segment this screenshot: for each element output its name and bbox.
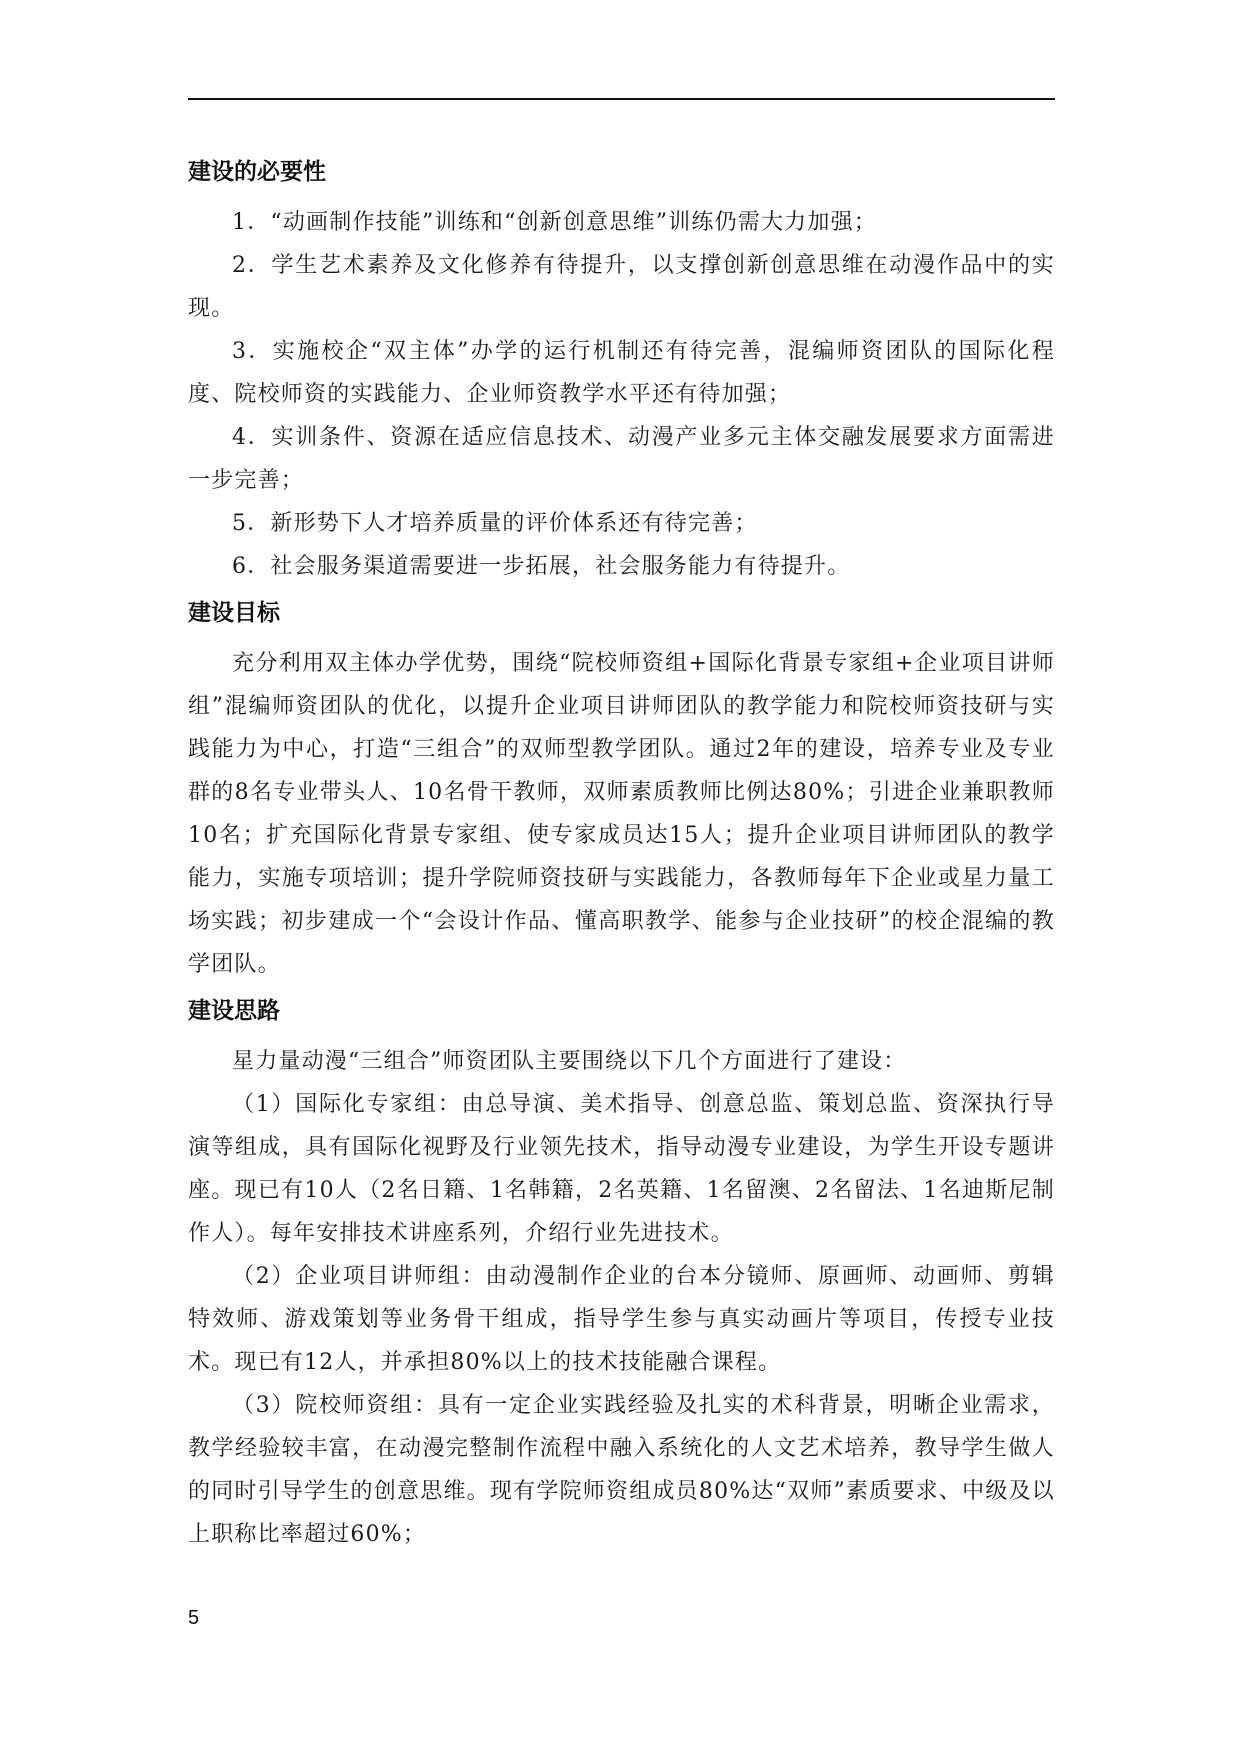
page-number: 5 xyxy=(188,1607,200,1629)
paragraph: （1）国际化专家组：由总导演、美术指导、创意总监、策划总监、资深执行导演等组成，具有国际化视野及行业领先技术，指导动漫专业建设，为学生开设专题讲座。现已有10人（2名日籍、1名韩籍，2名英籍、1名留澳、2名留法、1名迪斯尼制作人）。每年安排技术讲座系列，介绍行业先进技术。 xyxy=(188,1092,1055,1246)
section-approach xyxy=(188,994,1055,1556)
paragraph: 星力量动漫“三组合”师资团队主要围绕以下几个方面进行了建设： xyxy=(232,1049,907,1074)
paragraph: 2．学生艺术素养及文化修养有待提升，以支撑创新创意思维在动漫作品中的实现。 xyxy=(188,253,1055,321)
section-heading: 建设思路 xyxy=(188,998,280,1024)
paragraph: 3．实施校企“双主体”办学的运行机制还有待完善，混编师资团队的国际化程度、院校师资的实践能力、企业师资教学水平还有待加强； xyxy=(188,339,1055,407)
section-necessity xyxy=(188,155,1055,588)
section-goals xyxy=(188,596,1055,986)
paragraph: 5．新形势下人才培养质量的评价体系还有待完善； xyxy=(232,511,758,536)
paragraph: （2）企业项目讲师组：由动漫制作企业的台本分镜师、原画师、动画师、剪辑特效师、游戏策划等业务骨干组成，指导学生参与真实动画片等项目，传授专业技术。现已有12人，并承担80%以上的技术技能融合课程。 xyxy=(188,1264,1055,1375)
paragraph: 4．实训条件、资源在适应信息技术、动漫产业多元主体交融发展要求方面需进一步完善； xyxy=(188,425,1055,493)
section-heading: 建设的必要性 xyxy=(188,159,326,185)
paragraph: 充分利用双主体办学优势，围绕“院校师资组+国际化背景专家组+企业项目讲师组”混编师资团队的优化，以提升企业项目讲师团队的教学能力和院校师资技研与实践能力为中心，打造“三组合”的双师型教学团队。通过2年的建设，培养专业及专业群的8名专业带头人、10名骨干教师，双师素质教师比例达80%；引进企业兼职教师10名；扩充国际化背景专家组、使专家成员达15人；提升企业项目讲师团队的教学能力，实施专项培训；提升学院师资技研与实践能力，各教师每年下企业或星力量工场实践；初步建成一个“会设计作品、懂高职教学、能参与企业技研”的校企混编的教学团队。 xyxy=(188,651,1055,977)
paragraph: 1．“动画制作技能”训练和“创新创意思维”训练仍需大力加强； xyxy=(232,210,877,235)
section-heading: 建设目标 xyxy=(188,600,280,626)
header-rule xyxy=(188,98,1055,100)
paragraph: 6．社会服务渠道需要进一步拓展，社会服务能力有待提升。 xyxy=(232,554,851,579)
paragraph: （3）院校师资组：具有一定企业实践经验及扎实的术科背景，明晰企业需求，教学经验较丰富，在动漫完整制作流程中融入系统化的人文艺术培养，教导学生做人的同时引导学生的创意思维。现有学院师资组成员80%达“双师”素质要求、中级及以上职称比率超过60%； xyxy=(188,1393,1055,1547)
document-body xyxy=(188,155,1055,1564)
